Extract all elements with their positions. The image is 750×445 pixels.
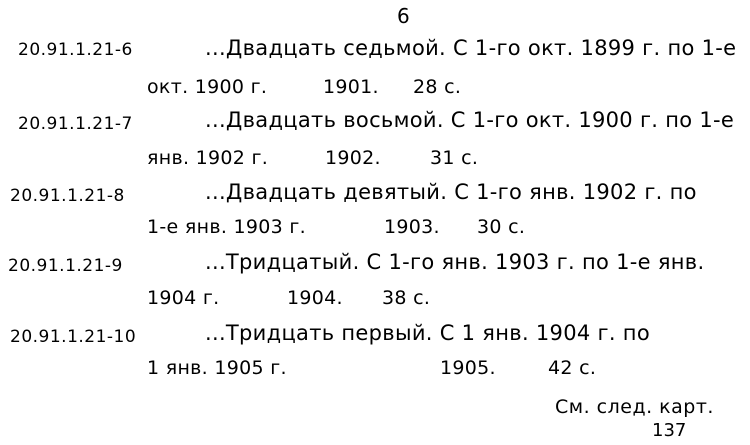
entry-year: 1903.	[384, 216, 440, 238]
entry-count: 30 с.	[477, 216, 526, 238]
entry-year: 1905.	[440, 357, 496, 379]
entry-description: ...Тридцать первый. С 1 янв. 1904 г. по	[205, 321, 650, 345]
entry-count: 42 с.	[548, 357, 597, 379]
entry-period: 1904 г.	[147, 287, 220, 309]
entry-year: 1904.	[287, 287, 343, 309]
entry-code: 20.91.1.21-6	[18, 40, 133, 60]
entry-year: 1901.	[323, 76, 379, 98]
card-number: 137	[652, 420, 687, 441]
entry-count: 28 с.	[413, 76, 462, 98]
entry-count: 38 с.	[382, 287, 431, 309]
entry-period: 1 янв. 1905 г.	[147, 357, 287, 379]
entry-description: ...Двадцать восьмой. С 1-го окт. 1900 г. по 1-е	[205, 108, 735, 132]
entry-description: ...Двадцать девятый. С 1-го янв. 1902 г. по	[205, 180, 697, 204]
entry-description: ...Тридцатый. С 1-го янв. 1903 г. по 1-е янв.	[205, 250, 705, 274]
entry-code: 20.91.1.21-8	[10, 186, 125, 206]
entry-year: 1902.	[325, 147, 381, 169]
entry-period: янв. 1902 г.	[147, 147, 269, 169]
entry-code: 20.91.1.21-10	[10, 327, 137, 347]
entry-description: ...Двадцать седьмой. С 1-го окт. 1899 г. по 1-е	[205, 36, 737, 60]
entry-period: 1-е янв. 1903 г.	[147, 216, 307, 238]
page-number: 6	[397, 4, 410, 28]
see-next-card-note: См. след. карт.	[555, 396, 714, 418]
entry-code: 20.91.1.21-7	[18, 114, 133, 134]
entry-code: 20.91.1.21-9	[8, 256, 123, 276]
entry-period: окт. 1900 г.	[147, 76, 268, 98]
entry-count: 31 с.	[430, 147, 479, 169]
